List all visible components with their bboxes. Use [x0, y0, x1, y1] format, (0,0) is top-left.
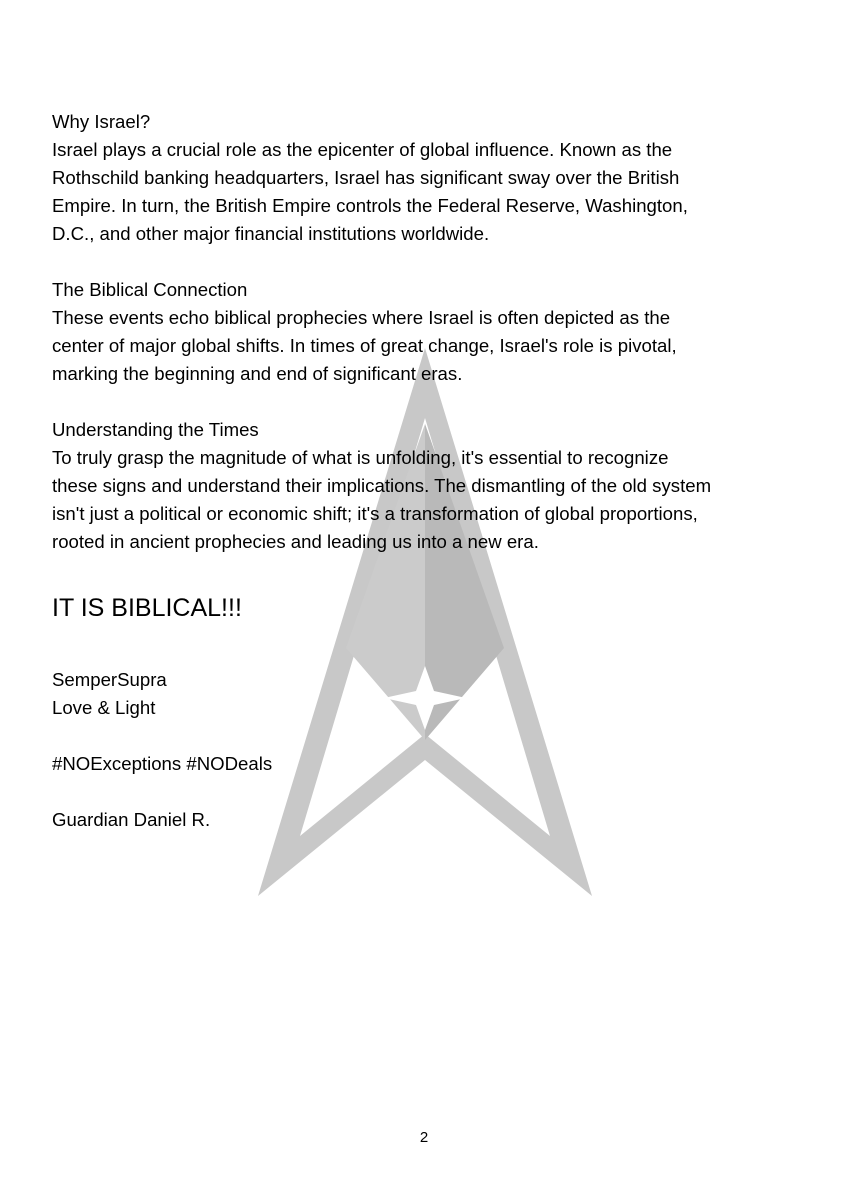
hashtags: #NOExceptions #NODeals — [52, 753, 273, 774]
section-why-israel — [52, 108, 812, 248]
document-body — [52, 108, 812, 834]
section-paragraph: Israel plays a crucial role as the epicenter of global influence. Known as the Rothschild banking headquarters, Israel has significant sway over the British Empire. In turn, the British Empire controls the Federal Reserve, Washington, D.C., and other major financial institutions worldwide. — [52, 139, 688, 244]
section-heading: Understanding the Times — [52, 419, 259, 440]
signoff-greeting: Love & Light — [52, 697, 156, 718]
section-heading: Why Israel? — [52, 111, 151, 132]
signature: Guardian Daniel R. — [52, 809, 211, 830]
section-heading: The Biblical Connection — [52, 279, 248, 300]
signoff-name: SemperSupra — [52, 669, 167, 690]
section-biblical-connection — [52, 276, 812, 388]
proclamation: IT IS BIBLICAL!!! — [52, 594, 242, 622]
section-understanding-times — [52, 416, 812, 556]
section-paragraph: To truly grasp the magnitude of what is unfolding, it's essential to recognize these signs and understand their implications. The dismantling of the old system isn't just a political or economic shift; it's a transformation of global proportions, rooted in ancient prophecies and leading us into a new era. — [52, 447, 712, 552]
section-paragraph: These events echo biblical prophecies where Israel is often depicted as the center of major global shifts. In times of great change, Israel's role is pivotal, marking the beginning and end of significant eras. — [52, 307, 677, 384]
signoff-block — [52, 666, 812, 834]
page-number: 2 — [419, 1129, 429, 1146]
